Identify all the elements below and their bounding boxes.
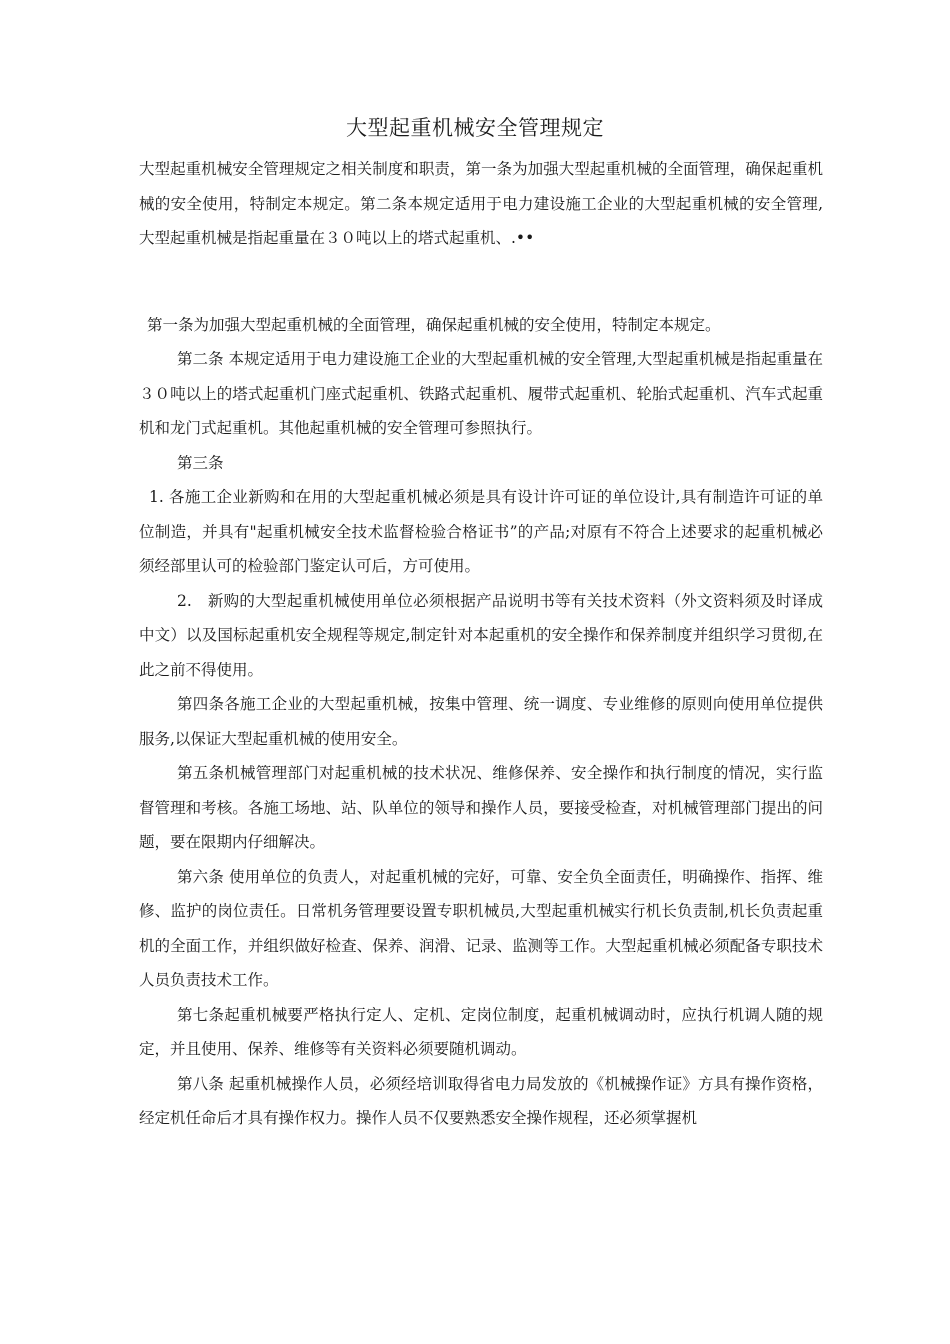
document-body (139, 152, 823, 1136)
article-3-item-1: 1. 各施工企业新购和在用的大型起重机械必须是具有设计许可证的单位设计,具有制造许可证的单位制造，并具有"起重机械安全技术监督检验合格证书”的产品;对原有不符合上述要求的起重机械必须经部里认可的检验部门鉴定认可后，方可使用。 (139, 488, 823, 575)
article-2-paragraph: 第二条 本规定适用于电力建设施工企业的大型起重机械的安全管理,大型起重机械是指起重量在３０吨以上的塔式起重机门座式起重机、铁路式起重机、履带式起重机、轮胎式起重机、汽车式起重机和龙门式起重机。其他起重机械的安全管理可参照执行。 (139, 350, 823, 437)
article-5-paragraph: 第五条机械管理部门对起重机械的技术状况、维修保养、安全操作和执行制度的情况，实行监督管理和考核。各施工场地、站、队单位的领导和操作人员，要接受检查，对机械管理部门提出的问题，要在限期内仔细解决。 (139, 764, 823, 851)
article-8-paragraph: 第八条 起重机械操作人员，必须经培训取得省电力局发放的《机械操作证》方具有操作资格，经定机任命后才具有操作权力。操作人员不仅要熟悉安全操作规程，还必须掌握机 (139, 1074, 823, 1127)
summary-paragraph: 大型起重机械安全管理规定之相关制度和职责，第一条为加强大型起重机械的全面管理，确保起重机械的安全使用，特制定本规定。第二条本规定适用于电力建设施工企业的大型起重机械的安全管理,大型起重机械是指起重量在３０吨以上的塔式起重机、.•• (139, 160, 823, 247)
article-6-paragraph: 第六条 使用单位的负责人，对起重机械的完好，可靠、安全负全面责任，明确操作、指挥、维修、监护的岗位责任。日常机务管理要设置专职机械员,大型起重机械实行机长负责制,机长负责起重机的全面工作，并组织做好检查、保养、润滑、记录、监测等工作。大型起重机械必须配备专职技术人员负责技术工作。 (139, 867, 823, 989)
article-4-paragraph: 第四条各施工企业的大型起重机械，按集中管理、统一调度、专业维修的原则向使用单位提供服务,以保证大型起重机械的使用安全。 (139, 695, 823, 748)
document-title: 大型起重机械安全管理规定 (346, 116, 604, 140)
article-3-heading: 第三条 (177, 453, 224, 472)
article-1-paragraph: 第一条为加强大型起重机械的全面管理，确保起重机械的安全使用，特制定本规定。 (147, 315, 721, 334)
article-7-paragraph: 第七条起重机械要严格执行定人、定机、定岗位制度，起重机械调动时，应执行机调人随的规定，并且使用、保养、维修等有关资料必须要随机调动。 (139, 1005, 823, 1058)
article-3-item-2: 2. 新购的大型起重机械使用单位必须根据产品说明书等有关技术资料（外文资料须及时译成中文）以及国标起重机安全规程等规定,制定针对本起重机的安全操作和保养制度并组织学习贯彻,在此之前不得使用。 (139, 591, 823, 679)
